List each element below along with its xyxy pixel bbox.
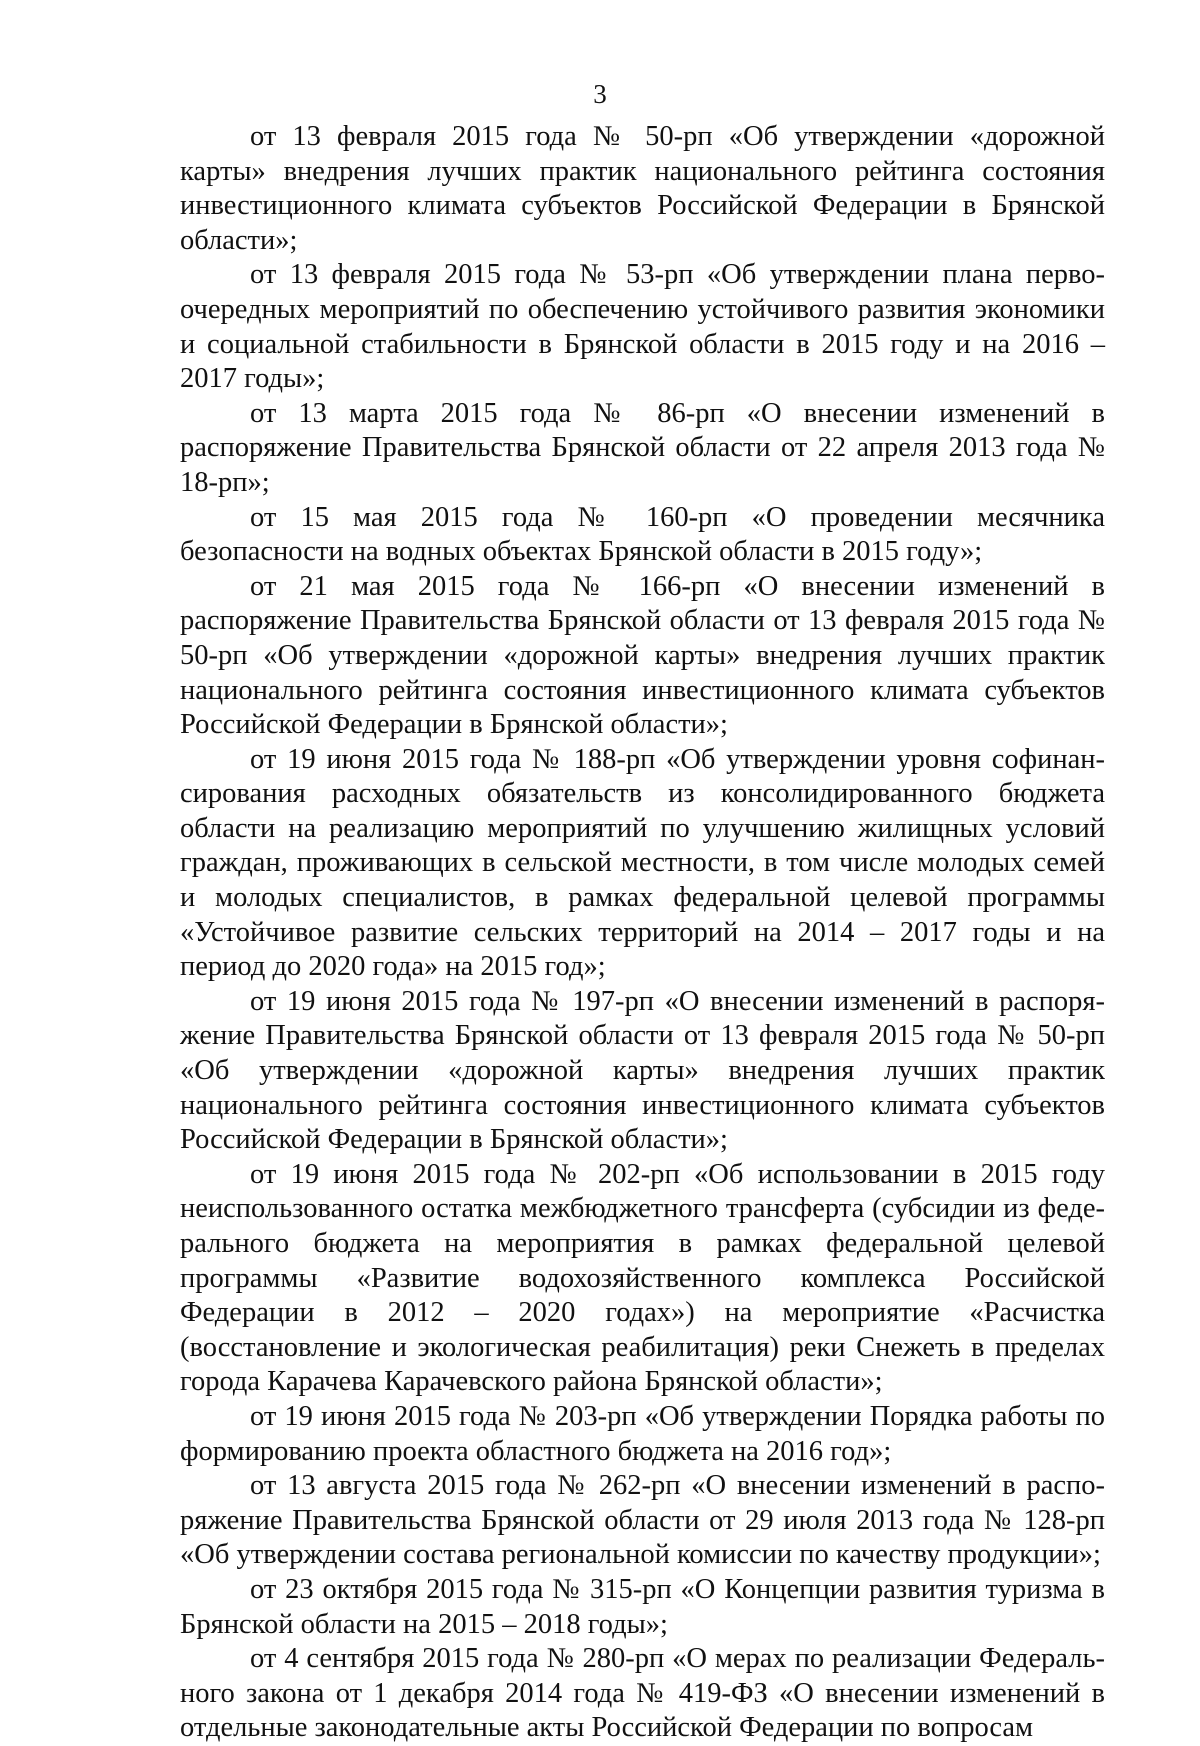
paragraph-9: от 19 июня 2015 года № 203-рп «Об утверждении Порядка работы по формированию проекта областного бюджета на 2016 год»;	[180, 1400, 1105, 1467]
paragraph-1: от 13 февраля 2015 года № 50-рп «Об утверждении «дорожной карты» внедрения лучших практик национального рейтинга состояния инвестиционного климата субъектов Российской Федерации в Брянской области»;	[180, 121, 1105, 256]
paragraph-6: от 19 июня 2015 года № 188-рп «Об утверждении уровня софинансирования расходных обязательств из консолидированного бюджета области на реализацию мероприятий по улучшению жилищных условий граждан, проживающих в сельской местности, в том числе молодых семей и молодых специалистов, в рамках федеральной целевой программы «Устойчивое развитие сельских территорий на 2014 – 2017 годы и на период до 2020 года» на 2015 год»;	[180, 743, 1105, 983]
paragraph-7: от 19 июня 2015 года № 197-рп «О внесении изменений в распоряжение Правительства Брянской области от 13 февраля 2015 года № 50-рп «Об утверждении «дорожной карты» внедрения лучших практик национального рейтинга состояния инвестиционного климата субъектов Российской Федерации в Брянской области»;	[180, 985, 1105, 1156]
paragraph-4: от 15 мая 2015 года № 160-рп «О проведении месячника безопасности на водных объектах Брянской области в 2015 году»;	[180, 501, 1105, 568]
paragraph-5: от 21 мая 2015 года № 166-рп «О внесении изменений в распоряжение Правительства Брянской области от 13 февраля 2015 года № 50-рп «Об утверждении «дорожной карты» внедрения лучших практик национального рейтинга состояния инвестиционного климата субъектов Российской Федерации в Брянской области»;	[180, 570, 1105, 741]
document-body	[180, 120, 1105, 1746]
paragraph-3: от 13 марта 2015 года № 86-рп «О внесении изменений в распоряжение Правительства Брянской области от 22 апреля 2013 года № 18-рп»;	[180, 397, 1105, 498]
page-number: 3	[593, 79, 607, 109]
paragraph-12: от 4 сентября 2015 года № 280-рп «О мерах по реализации Федерального закона от 1 декабря 2014 года № 419-ФЗ «О внесении изменений в отдельные законодательные акты Российской Федерации по вопросам	[180, 1643, 1105, 1744]
paragraph-8: от 19 июня 2015 года № 202-рп «Об использовании в 2015 году неиспользованного остатка межбюджетного трансферта (субсидии из федерального бюджета на мероприятия в рамках федеральной целевой программы «Развитие водохозяйственного комплекса Российской Федерации в 2012 – 2020 годах») на мероприятие «Расчистка (восстановление и экологическая реабилитация) реки Снежеть в пределах города Карачева Карачевского района Брянской области»;	[180, 1158, 1105, 1398]
paragraph-10: от 13 августа 2015 года № 262-рп «О внесении изменений в распоряжение Правительства Брянской области от 29 июля 2013 года № 128-рп «Об утверждении состава региональной комиссии по качеству продукции»;	[180, 1470, 1105, 1571]
paragraph-2: от 13 февраля 2015 года № 53-рп «Об утверждении плана первоочередных мероприятий по обеспечению устойчивого развития экономики и социальной стабильности в Брянской области в 2015 году и на 2016 – 2017 годы»;	[180, 259, 1105, 395]
paragraph-11: от 23 октября 2015 года № 315-рп «О Концепции развития туризма в Брянской области на 2015 – 2018 годы»;	[180, 1573, 1105, 1640]
